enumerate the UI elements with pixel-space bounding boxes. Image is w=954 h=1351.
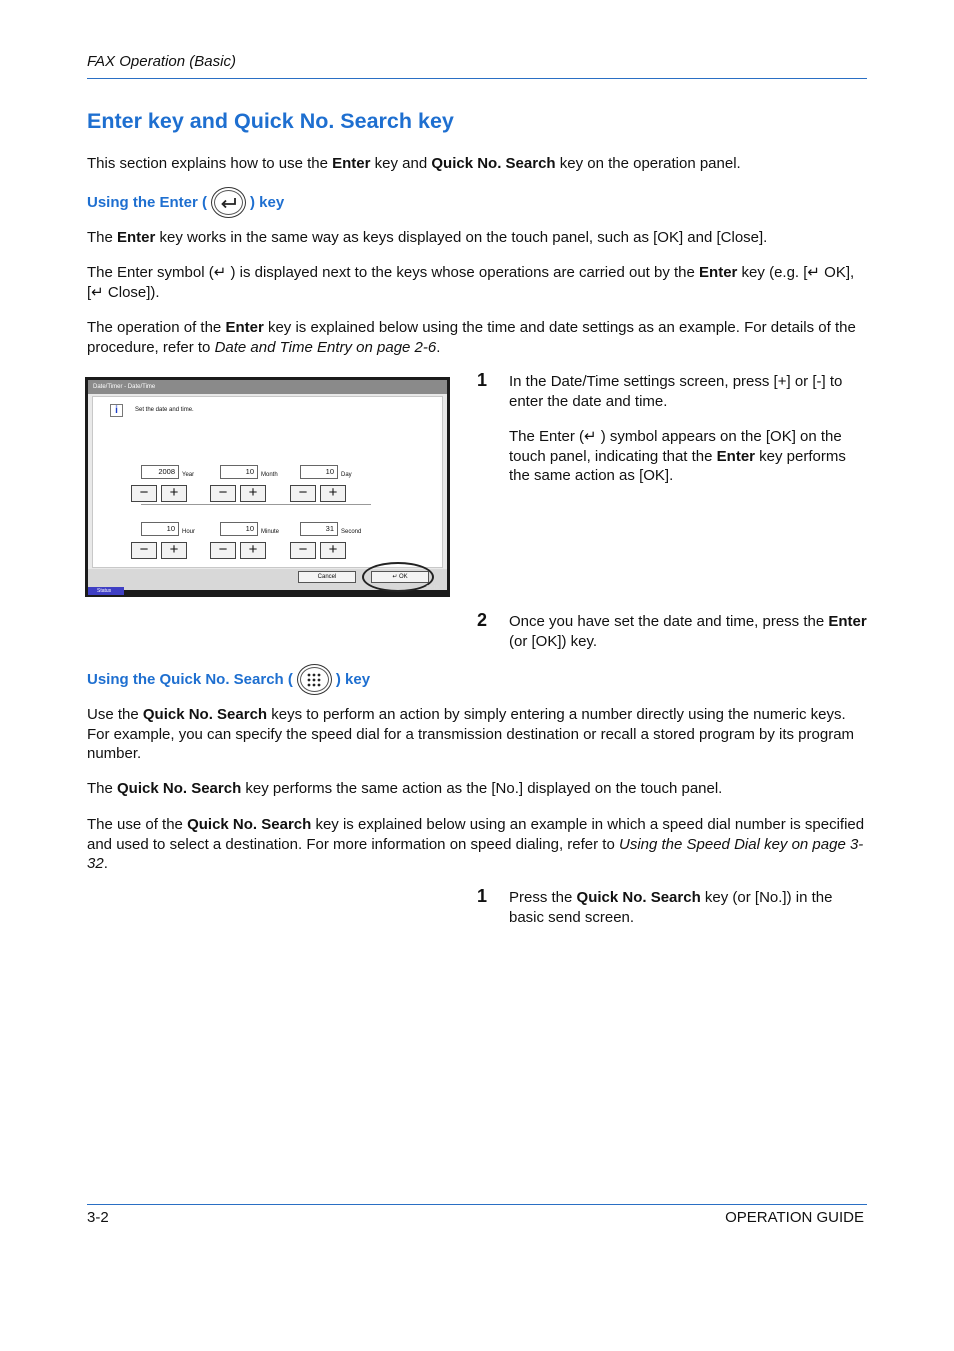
quick-step-1-number: 1: [477, 886, 488, 906]
quick-search-key-icon: [297, 664, 332, 695]
minute-plus-button[interactable]: +: [240, 542, 266, 559]
quick-step-1-text: Press the Quick No. Search key (or [No.]) in the basic send screen.: [509, 889, 833, 926]
day-minus-button[interactable]: −: [290, 485, 316, 502]
screen-clock: 10:10: [426, 585, 439, 591]
enter-paragraph-3: The operation of the Enter key is explained below using the time and date settings as an example. For details of the procedure, refer to Date and Time Entry on page 2-6.: [87, 319, 856, 356]
info-icon: i: [110, 404, 123, 417]
second-plus-button[interactable]: +: [320, 542, 346, 559]
enter-paragraph-1: The Enter key works in the same way as keys displayed on the touch panel, such as [OK] and [Close].: [87, 229, 768, 246]
month-plus-button[interactable]: +: [240, 485, 266, 502]
intro-paragraph: This section explains how to use the Enter key and Quick No. Search key on the operation panel.: [87, 155, 741, 172]
hour-minus-button[interactable]: −: [131, 542, 157, 559]
year-plus-button[interactable]: +: [161, 485, 187, 502]
year-minus-button[interactable]: −: [131, 485, 157, 502]
enter-step-1-number: 1: [477, 370, 488, 390]
enter-step-2-number: 2: [477, 610, 488, 630]
header-rule: [87, 78, 867, 79]
month-minus-button[interactable]: −: [210, 485, 236, 502]
hour-label: Hour: [182, 529, 196, 535]
enter-step-2-text: Once you have set the date and time, press the Enter (or [OK]) key.: [509, 613, 867, 650]
second-label: Second: [341, 529, 362, 535]
date-time-screen-image: [85, 377, 450, 597]
cancel-button[interactable]: Cancel: [298, 571, 356, 583]
hour-field[interactable]: 10: [141, 522, 179, 536]
month-field[interactable]: 10: [220, 465, 258, 479]
screen-main-area: [92, 396, 443, 568]
day-label: Day: [341, 472, 352, 478]
enter-step-1-text: In the Date/Time settings screen, press [+] or [-] to enter the date and time. The Enter (↵ ) symbol appears on the [OK] on the touch panel, indicating that the Enter key performs the same action as [OK].: [509, 373, 846, 484]
minute-minus-button[interactable]: −: [210, 542, 236, 559]
screen-divider: [141, 504, 371, 505]
screen-message: Set the date and time.: [135, 407, 194, 413]
minute-label: Minute: [261, 529, 280, 535]
running-header: FAX Operation (Basic): [87, 53, 236, 70]
month-label: Month: [261, 472, 278, 478]
quick-paragraph-3: The use of the Quick No. Search key is explained below using an example in which a speed dial number is specified and used to select a destination. For more information on speed dialing, refer to Using the Speed Dial key on page 3-32.: [87, 816, 865, 872]
enter-paragraph-2: The Enter symbol (↵ ) is displayed next to the keys whose operations are carried out by the Enter key (e.g. [↵ OK], [↵ Close]).: [87, 264, 855, 301]
ok-button[interactable]: ↵ OK: [371, 571, 429, 583]
footer-rule: [87, 1204, 867, 1205]
day-plus-button[interactable]: +: [320, 485, 346, 502]
page-title: Enter key and Quick No. Search key: [87, 109, 454, 133]
quick-search-section-heading: Using the Quick No. Search ( ) key: [87, 664, 370, 695]
quick-paragraph-1: Use the Quick No. Search keys to perform an action by simply entering a number directly using the numeric keys. For example, you can specify the speed dial for a transmission destination or recall a stored program by its program number.: [87, 706, 855, 762]
page-number: 3-2: [87, 1209, 109, 1226]
guide-name: OPERATION GUIDE: [725, 1209, 864, 1226]
second-field[interactable]: 31: [300, 522, 338, 536]
screen-title-bar: Date/Timer - Date/Time: [88, 380, 447, 394]
enter-section-heading: Using the Enter ( ) key: [87, 187, 284, 218]
quick-paragraph-2: The Quick No. Search key performs the same action as the [No.] displayed on the touch panel.: [87, 780, 723, 797]
enter-key-icon: [211, 187, 246, 218]
year-field[interactable]: 2008: [141, 465, 179, 479]
status-button[interactable]: Status: [88, 587, 124, 595]
year-label: Year: [182, 472, 195, 478]
minute-field[interactable]: 10: [220, 522, 258, 536]
ok-highlight-ring: [362, 562, 434, 592]
hour-plus-button[interactable]: +: [161, 542, 187, 559]
day-field[interactable]: 10: [300, 465, 338, 479]
second-minus-button[interactable]: −: [290, 542, 316, 559]
